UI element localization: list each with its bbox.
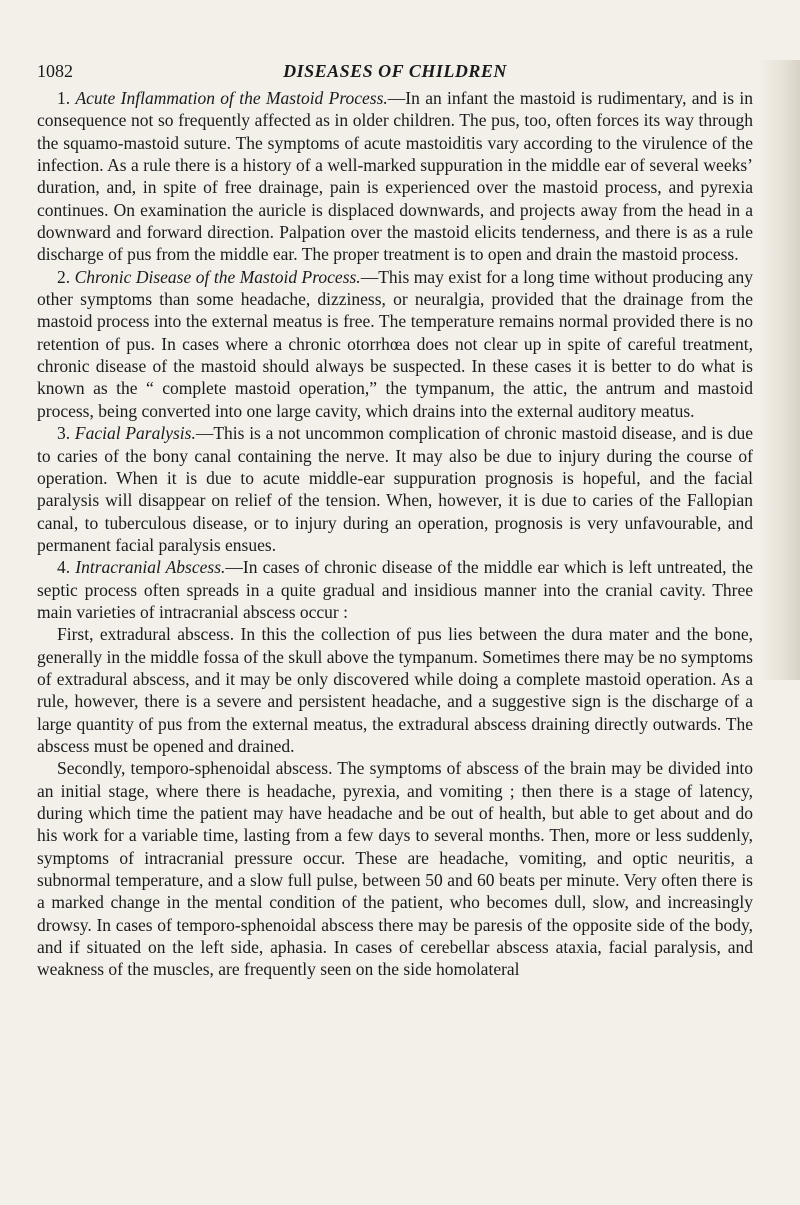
paragraph-text: —In an infant the mastoid is rudimentary, and is in consequence not so frequently affected as in older children. The pus, too, often forces its way through the squamo-mastoid suture. The symptoms of acute mastoiditis vary according to the virulence of the infection. As a rule there is a history of a well-marked suppuration in the middle ear of several weeks’ duration, and, in spite of free drainage, pain is experienced over the mastoid process, and pyrexia continues. On examination the auricle is displaced downwards, and projects away from the head in a downward and forward direction. Palpation over the mastoid elicits tenderness, and there is as a rule discharge of pus from the middle ear. The proper treatment is to open and drain the mastoid process. [37, 88, 754, 265]
body-text [37, 87, 753, 981]
section-title: Acute Inflammation of the Mastoid Process. [75, 88, 388, 108]
page-header [37, 58, 753, 84]
section-title: Intracranial Abscess. [75, 557, 226, 578]
paragraph-intracranial-abscess [37, 556, 753, 623]
paragraph-chronic-disease [37, 266, 753, 422]
section-title: Chronic Disease of the Mastoid Process. [74, 266, 361, 287]
paragraph-text: —This may exist for a long time without producing any other symptoms than some headache, dizziness, or neuralgia, provided that the drainage from the mastoid process into the external meatus is free. The temperature remains normal provided there is no retention of pus. In cases where a chronic otorrhœa does not clear up in spite of careful treatment, chronic disease of the mastoid should always be suspected. In these cases it is better to do what is known as the “ complete mastoid operation,” the tympanum, the attic, the antrum and mastoid process, being converted into one large cavity, which drains into the external auditory meatus. [37, 266, 753, 421]
section-title: Facial Paralysis. [74, 423, 196, 444]
page-edge-shadow [758, 60, 800, 680]
paragraph-facial-paralysis [37, 422, 753, 556]
page-number: 1082 [37, 61, 73, 81]
section-number: 4. [57, 557, 71, 578]
section-number: 2. [57, 266, 71, 287]
paragraph-temporo-sphenoidal-abscess [37, 757, 753, 980]
running-title: DISEASES OF CHILDREN [283, 61, 507, 81]
paragraph-extradural-abscess [37, 623, 753, 757]
paragraph-text: —This is a not uncommon complication of chronic mastoid disease, and is due to caries of the bony canal containing the nerve. It may also be due to injury during the course of operation. When it is due to acute middle-ear suppuration prognosis is hopeful, and the facial paralysis will disappear on relief of the tension. When, however, it is due to caries of the Fallopian canal, to tuberculous disease, or to injury during an operation, prognosis is very unfavourable, and permanent facial paralysis ensues. [37, 423, 754, 555]
paragraph-text: Secondly, temporo-sphenoidal abscess. The symptoms of abscess of the brain may be divided into an initial stage, where there is headache, pyrexia, and vomiting ; then there is a stage of latency, during which time the patient may have headache and be out of health, but able to get about and do his work for a variable time, lasting from a few days to several months. Then, more or less suddenly, symptoms of intracranial pressure occur. These are headache, vomiting, and optic neuritis, a subnormal temperature, and a slow full pulse, between 50 and 60 beats per minute. Very often there is a marked change in the mental condition of the patient, who becomes dull, slow, and increasingly drowsy. In cases of temporo-sphenoidal abscess there may be paresis of the opposite side of the body, and if situated on the left side, aphasia. In cases of cerebellar abscess ataxia, facial paralysis, and weakness of the muscles, are frequently seen on the side homolateral [37, 758, 753, 980]
section-number: 1. [57, 88, 71, 108]
paragraph-text: —In cases of chronic disease of the middle ear which is left untreated, the septic process often spreads in a quite gradual and insidious manner into the cranial cavity. Three main varieties of intracranial abscess occur : [37, 557, 753, 622]
paragraph-text: First, extradural abscess. In this the collection of pus lies between the dura mater and the bone, generally in the middle fossa of the skull above the tympanum. Sometimes there may be no symptoms of extradural abscess, and it may be only discovered while doing a complete mastoid operation. As a rule, however, there is a severe and persistent headache, and a suggestive sign is the discharge of a large quantity of pus from the external meatus, the extradural abscess draining directly outwards. The abscess must be opened and drained. [37, 624, 753, 756]
section-number: 3. [57, 423, 71, 444]
paragraph-acute-inflammation [37, 87, 753, 266]
